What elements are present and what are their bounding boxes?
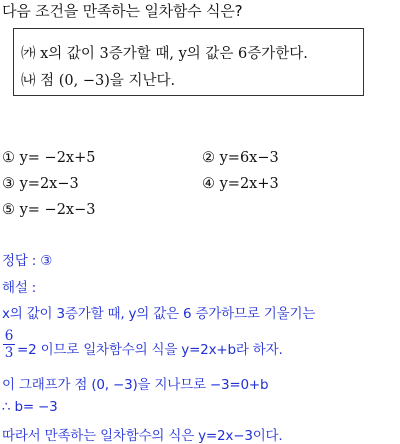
explanation-line-5: 따라서 만족하는 일차함수의 식은 y=2x−3이다. — [2, 428, 283, 444]
condition-na: ㈏ 점 (0, −3)을 지난다. — [21, 73, 176, 89]
question-text: 다음 조건을 만족하는 일차함수 식은? — [2, 2, 243, 20]
slope-fraction — [3, 329, 15, 360]
fraction-numerator: 6 — [4, 328, 14, 344]
choice-4[interactable]: ④ y=2x+3 — [202, 176, 279, 192]
explanation-line-2: =2 이므로 일차함수의 식을 y=2x+b라 하자. — [17, 342, 283, 358]
explanation-line-4: ∴ b= −3 — [2, 399, 58, 415]
choice-2[interactable]: ② y=6x−3 — [202, 150, 279, 166]
condition-ga: ㈎ x의 값이 3증가할 때, y의 값은 6증가한다. — [21, 46, 308, 62]
explanation-line-1: x의 값이 3증가할 때, y의 값은 6 증가하므로 기울기는 — [2, 306, 316, 322]
choice-1[interactable]: ① y= −2x+5 — [2, 150, 96, 166]
explanation-line-3: 이 그래프가 점 (0, −3)을 지나므로 −3=0+b — [2, 377, 269, 393]
fraction-denominator: 3 — [4, 345, 14, 361]
choice-3[interactable]: ③ y=2x−3 — [2, 176, 79, 192]
answer-text: 정답 : ③ — [2, 253, 53, 269]
choice-5[interactable]: ⑤ y= −2x−3 — [2, 202, 96, 218]
explanation-label: 해설 : — [2, 280, 37, 296]
